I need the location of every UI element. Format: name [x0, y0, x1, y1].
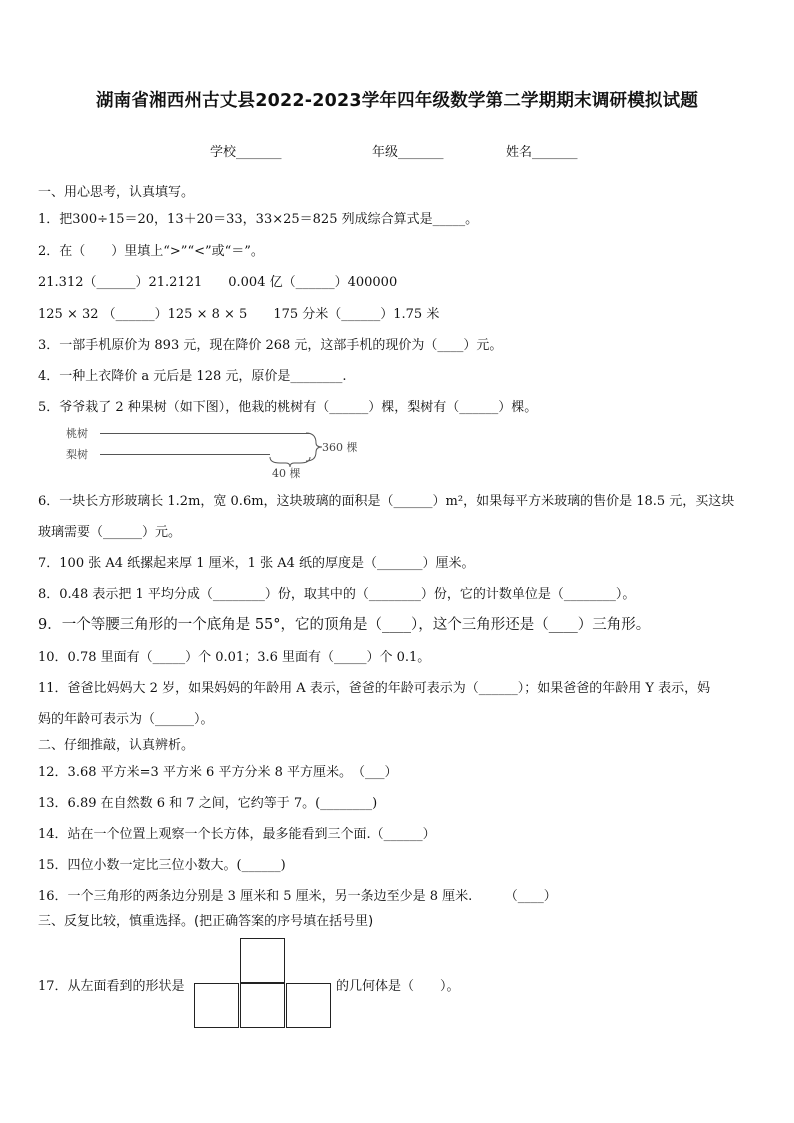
grade-field: 年级_______ [372, 145, 444, 160]
question-8: 8．0.48 表示把 1 平均分成（________）份，取其中的（________）份，它的计数单位是（________）。 [38, 587, 636, 602]
name-field: 姓名_______ [506, 145, 578, 160]
peach-label: 桃树 [66, 427, 88, 440]
question-13: 13．6.89 在自然数 6 和 7 之间，它约等于 7。(________) [38, 796, 378, 811]
question-7: 7．100 张 A4 纸摞起来厚 1 厘米，1 张 A4 纸的厚度是（_______）厘米。 [38, 556, 475, 571]
school-field: 学校_______ [210, 145, 282, 160]
difference-label: 40 棵 [272, 467, 301, 480]
question-5: 5．爷爷栽了 2 种果树（如下图），他栽的桃树有（______）棵，梨树有（______）棵。 [38, 400, 538, 415]
question-4: 4．一种上衣降价 a 元后是 128 元，原价是________. [38, 369, 347, 384]
question-11-line-1: 11．爸爸比妈妈大 2 岁，如果妈妈的年龄用 A 表示，爸爸的年龄可表示为（______）；如果爸爸的年龄用 Y 表示，妈 [38, 681, 711, 696]
question-15: 15．四位小数一定比三位小数大。(______) [38, 858, 286, 873]
section-2-heading: 二、仔细推敲，认真辨析。 [38, 738, 195, 753]
question-17-prefix: 17．从左面看到的形状是 [38, 979, 185, 994]
section-1-heading: 一、用心思考，认真填写。 [38, 185, 195, 200]
page-title: 湖南省湘西州古丈县2022-2023学年四年级数学第二学期期末调研模拟试题 [95, 91, 699, 111]
question-12: 12．3.68 平方米=3 平方米 6 平方分米 8 平方厘米。 （___） [38, 765, 398, 780]
question-16: 16．一个三角形的两条边分别是 3 厘米和 5 厘米，另一条边至少是 8 厘米. （____） [38, 889, 557, 904]
question-6-line-2: 玻璃需要（______）元。 [38, 525, 182, 540]
question-14: 14．站在一个位置上观察一个长方体，最多能看到三个面.（______） [38, 827, 436, 842]
square-top [240, 938, 285, 983]
square-bottom-middle [240, 983, 285, 1028]
question-1: 1．把300÷15＝20，13＋20＝33，33×25＝825 列成综合算式是_____。 [38, 212, 479, 227]
question-2-row-2: 125 × 32 （______）125 × 8 × 5 175 分米（______）1.75 米 [38, 307, 440, 322]
pear-line [100, 454, 270, 455]
pear-label: 梨树 [66, 448, 88, 461]
question-2: 2．在（ ）里填上“>”“<”或“＝”。 [38, 244, 264, 259]
question-10: 10．0.78 里面有（_____）个 0.01；3.6 里面有（_____）个 0.1。 [38, 650, 431, 665]
question-3: 3．一部手机原价为 893 元，现在降价 268 元，这部手机的现价为（____）元。 [38, 338, 503, 353]
question-9: 9．一个等腰三角形的一个底角是 55°，它的顶角是（____），这个三角形还是（____）三角形。 [38, 617, 651, 633]
square-bottom-left [194, 983, 239, 1028]
question-6-line-1: 6．一块长方形玻璃长 1.2m，宽 0.6m，这块玻璃的面积是（______）m²，如果每平方米玻璃的售价是 18.5 元，买这块 [38, 494, 735, 509]
total-label: 360 棵 [322, 441, 358, 454]
question-2-row-1: 21.312（______）21.2121 0.004 亿（______）400000 [38, 275, 398, 290]
square-bottom-right [286, 983, 331, 1028]
question-11-line-2: 妈的年龄可表示为（______）。 [38, 712, 214, 727]
section-3-heading: 三、反复比较，慎重选择。(把正确答案的序号填在括号里) [38, 914, 374, 929]
question-17-suffix: 的几何体是（ ）。 [336, 979, 460, 994]
